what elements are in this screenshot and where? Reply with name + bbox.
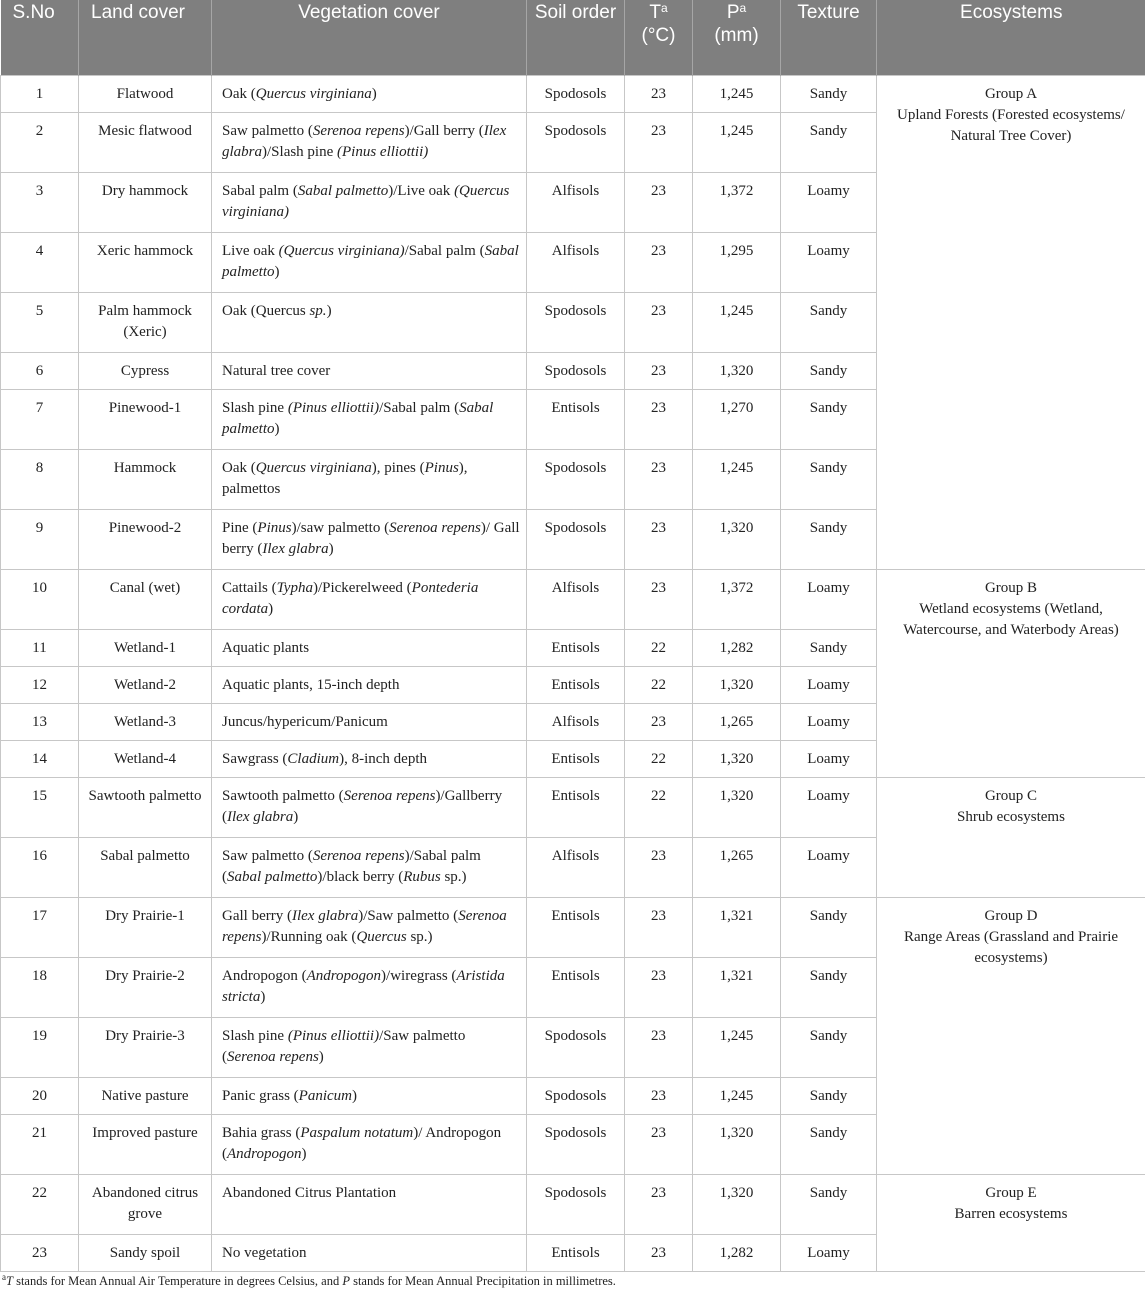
- cell-soil-order: Spodosols: [527, 1115, 625, 1175]
- cell-precipitation: 1,245: [693, 1078, 781, 1115]
- cell-vegetation-cover: [212, 1235, 527, 1272]
- cell-sno: 2: [1, 113, 79, 173]
- vegetation-text: /Sabal palm (: [379, 400, 460, 416]
- cell-vegetation-cover: [212, 898, 527, 958]
- cell-ecosystem-group: [877, 1175, 1145, 1272]
- header-texture: Texture: [781, 0, 877, 76]
- vegetation-text: /Saw palmetto (: [222, 1028, 466, 1065]
- vegetation-text: )/Running oak (: [261, 929, 357, 945]
- vegetation-text: Cattails (: [222, 580, 277, 596]
- vegetation-text: ): [328, 541, 334, 557]
- cell-texture: Loamy: [781, 1235, 877, 1272]
- cell-vegetation-cover: [212, 233, 527, 293]
- cell-ecosystem-group: [877, 76, 1145, 570]
- cell-temperature: 23: [625, 1175, 693, 1235]
- cell-temperature: 23: [625, 510, 693, 570]
- cell-precipitation: 1,265: [693, 704, 781, 741]
- group-title: Group C: [984, 788, 1038, 804]
- cell-sno: 11: [1, 630, 79, 667]
- vegetation-text: Live oak: [222, 243, 279, 259]
- cell-temperature: 23: [625, 704, 693, 741]
- vegetation-text: No vegetation: [222, 1245, 307, 1261]
- cell-land-cover: Xeric hammock: [79, 233, 212, 293]
- cell-texture: Loamy: [781, 173, 877, 233]
- vegetation-text: Gall berry (: [222, 908, 292, 924]
- cell-temperature: 23: [625, 113, 693, 173]
- cell-temperature: 22: [625, 667, 693, 704]
- cell-precipitation: 1,245: [693, 1018, 781, 1078]
- cell-texture: Sandy: [781, 293, 877, 353]
- cell-soil-order: Spodosols: [527, 1078, 625, 1115]
- cell-sno: 17: [1, 898, 79, 958]
- cell-precipitation: 1,282: [693, 630, 781, 667]
- cell-vegetation-cover: [212, 630, 527, 667]
- vegetation-text: ), pines (: [371, 460, 425, 476]
- vegetation-text: Pinus: [424, 460, 459, 476]
- vegetation-text: Sabal palm (: [222, 183, 298, 199]
- cell-temperature: 23: [625, 570, 693, 630]
- cell-sno: 18: [1, 958, 79, 1018]
- vegetation-text: ): [260, 989, 266, 1005]
- vegetation-text: ): [351, 1088, 357, 1104]
- header-vegetation-cover: Vegetation cover: [212, 0, 527, 76]
- cell-sno: 14: [1, 741, 79, 778]
- cell-texture: Loamy: [781, 778, 877, 838]
- vegetation-text: sp.): [406, 929, 433, 945]
- cell-texture: Sandy: [781, 113, 877, 173]
- cell-land-cover: Sandy spoil: [79, 1235, 212, 1272]
- vegetation-text: Pontederia cordata: [222, 580, 479, 617]
- vegetation-text: Ilex glabra: [262, 541, 329, 557]
- cell-vegetation-cover: [212, 1115, 527, 1175]
- cell-precipitation: 1,245: [693, 113, 781, 173]
- cell-texture: Sandy: [781, 1115, 877, 1175]
- cell-precipitation: 1,321: [693, 898, 781, 958]
- vegetation-text: (Pinus elliottii): [287, 400, 380, 416]
- vegetation-text: )/wiregrass (: [381, 968, 457, 984]
- cell-ecosystem-group: [877, 778, 1145, 898]
- cell-texture: Sandy: [781, 630, 877, 667]
- cell-soil-order: Alfisols: [527, 570, 625, 630]
- cell-soil-order: Alfisols: [527, 173, 625, 233]
- cell-vegetation-cover: [212, 958, 527, 1018]
- cell-texture: Loamy: [781, 570, 877, 630]
- cell-vegetation-cover: [212, 293, 527, 353]
- vegetation-text: Paspalum notatum: [300, 1125, 414, 1141]
- cell-precipitation: 1,265: [693, 838, 781, 898]
- vegetation-text: Oak (Quercus: [222, 303, 310, 319]
- vegetation-text: ), palmettos: [222, 460, 468, 497]
- cell-temperature: 23: [625, 233, 693, 293]
- cell-soil-order: Spodosols: [527, 510, 625, 570]
- cell-texture: Sandy: [781, 450, 877, 510]
- vegetation-text: Juncus/hypericum/Panicum: [222, 714, 388, 730]
- vegetation-text: )/Gallberry (: [222, 788, 503, 825]
- table-row: [1, 898, 1145, 958]
- cell-land-cover: Dry Prairie-1: [79, 898, 212, 958]
- vegetation-text: Oak (: [222, 460, 256, 476]
- cell-soil-order: Entisols: [527, 630, 625, 667]
- vegetation-text: Pinus: [257, 520, 292, 536]
- cell-sno: 4: [1, 233, 79, 293]
- vegetation-text: )/Gall berry (: [404, 123, 484, 139]
- cell-land-cover: Pinewood-1: [79, 390, 212, 450]
- cell-land-cover: Wetland-1: [79, 630, 212, 667]
- table-row: [1, 76, 1145, 113]
- vegetation-text: )/black berry (: [317, 869, 404, 885]
- vegetation-text: )/ Andropogon (: [222, 1125, 502, 1162]
- cell-soil-order: Entisols: [527, 390, 625, 450]
- cell-sno: 23: [1, 1235, 79, 1272]
- cell-sno: 7: [1, 390, 79, 450]
- vegetation-text: Aristida stricta: [222, 968, 505, 1005]
- vegetation-text: Typha: [276, 580, 313, 596]
- cell-sno: 3: [1, 173, 79, 233]
- cell-land-cover: Sabal palmetto: [79, 838, 212, 898]
- vegetation-text: Aquatic plants, 15-inch depth: [222, 677, 400, 693]
- cell-temperature: 22: [625, 741, 693, 778]
- vegetation-text: ), 8-inch depth: [339, 751, 427, 767]
- cell-land-cover: Flatwood: [79, 76, 212, 113]
- cell-vegetation-cover: [212, 838, 527, 898]
- cell-sno: 22: [1, 1175, 79, 1235]
- cell-vegetation-cover: [212, 778, 527, 838]
- cell-soil-order: Spodosols: [527, 76, 625, 113]
- cell-sno: 8: [1, 450, 79, 510]
- cell-sno: 10: [1, 570, 79, 630]
- group-title: Group A: [984, 86, 1038, 102]
- vegetation-text: (Quercus virginiana): [278, 243, 405, 259]
- vegetation-text: Sabal palmetto: [222, 400, 494, 437]
- group-description: Shrub ecosystems: [957, 809, 1065, 825]
- cell-temperature: 23: [625, 173, 693, 233]
- cell-temperature: 23: [625, 76, 693, 113]
- cell-sno: 13: [1, 704, 79, 741]
- cell-soil-order: Spodosols: [527, 353, 625, 390]
- cell-land-cover: Improved pasture: [79, 1115, 212, 1175]
- group-description: Range Areas (Grassland and Prairie ecosystems): [903, 929, 1119, 966]
- vegetation-text: Rubus: [403, 869, 441, 885]
- cell-texture: Sandy: [781, 958, 877, 1018]
- cell-vegetation-cover: [212, 570, 527, 630]
- cell-precipitation: 1,320: [693, 353, 781, 390]
- cell-sno: 5: [1, 293, 79, 353]
- cell-sno: 15: [1, 778, 79, 838]
- vegetation-text: ): [274, 264, 280, 280]
- cell-sno: 12: [1, 667, 79, 704]
- cell-texture: Sandy: [781, 76, 877, 113]
- header-land-cover: Land cover: [79, 0, 212, 76]
- cell-temperature: 23: [625, 390, 693, 450]
- cell-soil-order: Entisols: [527, 667, 625, 704]
- vegetation-text: Serenoa repens: [227, 1049, 319, 1065]
- cell-vegetation-cover: [212, 113, 527, 173]
- vegetation-text: ): [293, 809, 299, 825]
- cell-texture: Loamy: [781, 667, 877, 704]
- cell-soil-order: Entisols: [527, 1235, 625, 1272]
- cell-temperature: 23: [625, 838, 693, 898]
- header-sno: S.No: [1, 0, 79, 76]
- vegetation-text: )/Pickerelweed (: [312, 580, 412, 596]
- cell-soil-order: Entisols: [527, 958, 625, 1018]
- vegetation-text: Serenoa repens: [222, 908, 507, 945]
- vegetation-text: Sawgrass (: [222, 751, 288, 767]
- vegetation-text: Slash pine: [222, 1028, 288, 1044]
- vegetation-text: )/saw palmetto (: [291, 520, 390, 536]
- cell-precipitation: 1,372: [693, 173, 781, 233]
- cell-soil-order: Alfisols: [527, 838, 625, 898]
- cell-vegetation-cover: [212, 667, 527, 704]
- cell-precipitation: 1,321: [693, 958, 781, 1018]
- cell-ecosystem-group: [877, 570, 1145, 778]
- cell-temperature: 23: [625, 1115, 693, 1175]
- table-header: [1, 0, 1145, 76]
- vegetation-text: Serenoa repens: [343, 788, 436, 804]
- vegetation-text: Ilex glabra: [222, 123, 507, 160]
- cell-soil-order: Entisols: [527, 741, 625, 778]
- cell-temperature: 23: [625, 898, 693, 958]
- vegetation-text: ): [371, 86, 377, 102]
- vegetation-text: (Quercus virginiana): [222, 183, 510, 220]
- cell-precipitation: 1,282: [693, 1235, 781, 1272]
- cell-land-cover: Dry hammock: [79, 173, 212, 233]
- cell-land-cover: Dry Prairie-3: [79, 1018, 212, 1078]
- group-description: Wetland ecosystems (Wetland, Watercourse, and Waterbody Areas): [903, 601, 1119, 638]
- vegetation-text: sp.: [309, 303, 327, 319]
- cell-vegetation-cover: [212, 1078, 527, 1115]
- cell-land-cover: Wetland-2: [79, 667, 212, 704]
- cell-land-cover: Wetland-4: [79, 741, 212, 778]
- cell-precipitation: 1,320: [693, 1115, 781, 1175]
- vegetation-text: Andropogon (: [222, 968, 307, 984]
- cell-precipitation: 1,270: [693, 390, 781, 450]
- header-ecosystems: Ecosystems: [877, 0, 1145, 76]
- cell-sno: 1: [1, 76, 79, 113]
- cell-texture: Sandy: [781, 353, 877, 390]
- cell-sno: 6: [1, 353, 79, 390]
- cell-temperature: 22: [625, 630, 693, 667]
- cell-texture: Sandy: [781, 510, 877, 570]
- cell-land-cover: Sawtooth palmetto: [79, 778, 212, 838]
- cell-sno: 19: [1, 1018, 79, 1078]
- cell-temperature: 23: [625, 293, 693, 353]
- table-body: [1, 76, 1145, 1272]
- vegetation-text: Andropogon: [306, 968, 382, 984]
- cell-land-cover: Pinewood-2: [79, 510, 212, 570]
- table-row: [1, 778, 1145, 838]
- table-footnote: $^a$T stands for Mean Annual Air Temperature in degrees Celsius, and P stands for Mean Annual Precipitation in millimetres.: [2, 1272, 616, 1289]
- vegetation-text: Serenoa repens: [312, 848, 405, 864]
- cell-temperature: 23: [625, 1078, 693, 1115]
- vegetation-text: Oak (: [222, 86, 256, 102]
- vegetation-text: Panicum: [298, 1088, 352, 1104]
- cell-temperature: 23: [625, 1235, 693, 1272]
- cell-vegetation-cover: [212, 1175, 527, 1235]
- group-title: Group E: [985, 1185, 1037, 1201]
- vegetation-text: )/Live oak: [388, 183, 455, 199]
- cell-land-cover: Hammock: [79, 450, 212, 510]
- vegetation-text: ): [274, 421, 280, 437]
- cell-sno: 9: [1, 510, 79, 570]
- vegetation-text: Sawtooth palmetto (: [222, 788, 344, 804]
- vegetation-text: Pine (: [222, 520, 258, 536]
- vegetation-text: Serenoa repens: [312, 123, 405, 139]
- vegetation-text: )/Sabal palm (: [222, 848, 481, 885]
- cell-sno: 16: [1, 838, 79, 898]
- vegetation-text: Ilex glabra: [227, 809, 294, 825]
- vegetation-text: Andropogon: [227, 1146, 302, 1162]
- table-row: [1, 570, 1145, 630]
- cell-soil-order: Spodosols: [527, 1018, 625, 1078]
- cell-land-cover: Cypress: [79, 353, 212, 390]
- vegetation-text: Sabal palmetto: [297, 183, 389, 199]
- vegetation-text: Abandoned Citrus Plantation: [222, 1185, 397, 1201]
- cell-soil-order: Alfisols: [527, 233, 625, 293]
- group-title: Group D: [984, 908, 1038, 924]
- header-temperature: $T^a$ (°C): [625, 0, 693, 76]
- cell-land-cover: Native pasture: [79, 1078, 212, 1115]
- cell-land-cover: Abandoned citrus grove: [79, 1175, 212, 1235]
- cell-sno: 20: [1, 1078, 79, 1115]
- vegetation-text: Aquatic plants: [222, 640, 310, 656]
- cell-land-cover: Wetland-3: [79, 704, 212, 741]
- cell-temperature: 23: [625, 1018, 693, 1078]
- cell-temperature: 23: [625, 450, 693, 510]
- cell-vegetation-cover: [212, 76, 527, 113]
- cell-precipitation: 1,295: [693, 233, 781, 293]
- cell-soil-order: Spodosols: [527, 113, 625, 173]
- cell-precipitation: 1,245: [693, 293, 781, 353]
- cell-texture: Sandy: [781, 390, 877, 450]
- vegetation-text: )/Slash pine: [262, 144, 338, 160]
- cell-precipitation: 1,245: [693, 76, 781, 113]
- vegetation-text: ): [326, 303, 332, 319]
- cell-texture: Loamy: [781, 233, 877, 293]
- cell-texture: Sandy: [781, 1018, 877, 1078]
- cell-soil-order: Spodosols: [527, 450, 625, 510]
- group-description: Upland Forests (Forested ecosystems/ Natural Tree Cover): [897, 107, 1125, 144]
- vegetation-text: Quercus virginiana: [255, 86, 372, 102]
- cell-texture: Loamy: [781, 704, 877, 741]
- cell-texture: Loamy: [781, 838, 877, 898]
- vegetation-text: (Pinus elliottii): [287, 1028, 380, 1044]
- vegetation-text: sp.): [440, 869, 467, 885]
- group-title: Group B: [984, 580, 1038, 596]
- cell-vegetation-cover: [212, 741, 527, 778]
- cell-precipitation: 1,372: [693, 570, 781, 630]
- cell-precipitation: 1,320: [693, 1175, 781, 1235]
- cell-soil-order: Alfisols: [527, 704, 625, 741]
- cell-texture: Sandy: [781, 1078, 877, 1115]
- cell-vegetation-cover: [212, 450, 527, 510]
- vegetation-text: Bahia grass (: [222, 1125, 301, 1141]
- header-precipitation: $P^a$ (mm): [693, 0, 781, 76]
- vegetation-text: Saw palmetto (: [222, 848, 313, 864]
- cell-land-cover: Canal (wet): [79, 570, 212, 630]
- cell-precipitation: 1,320: [693, 741, 781, 778]
- cell-soil-order: Spodosols: [527, 1175, 625, 1235]
- cell-temperature: 23: [625, 353, 693, 390]
- cell-vegetation-cover: [212, 390, 527, 450]
- cell-soil-order: Spodosols: [527, 293, 625, 353]
- cell-precipitation: 1,245: [693, 450, 781, 510]
- vegetation-text: ): [301, 1146, 307, 1162]
- vegetation-text: Serenoa repens: [389, 520, 481, 536]
- table-row: [1, 1175, 1145, 1235]
- vegetation-text: Natural tree cover: [222, 363, 331, 379]
- cell-precipitation: 1,320: [693, 667, 781, 704]
- vegetation-text: (Pinus elliottii): [337, 144, 429, 160]
- cell-land-cover: Dry Prairie-2: [79, 958, 212, 1018]
- cell-temperature: 23: [625, 958, 693, 1018]
- vegetation-text: ): [268, 601, 274, 617]
- cell-vegetation-cover: [212, 173, 527, 233]
- cell-vegetation-cover: [212, 704, 527, 741]
- vegetation-text: Sabal palmetto: [222, 243, 519, 280]
- cell-vegetation-cover: [212, 353, 527, 390]
- cell-texture: Sandy: [781, 898, 877, 958]
- vegetation-text: Sabal palmetto: [227, 869, 318, 885]
- cell-land-cover: Mesic flatwood: [79, 113, 212, 173]
- vegetation-text: Cladium: [287, 751, 340, 767]
- cell-precipitation: 1,320: [693, 778, 781, 838]
- cell-sno: 21: [1, 1115, 79, 1175]
- vegetation-text: )/ Gall berry (: [222, 520, 520, 557]
- cell-land-cover: Palm hammock (Xeric): [79, 293, 212, 353]
- cell-soil-order: Entisols: [527, 898, 625, 958]
- vegetation-text: ): [318, 1049, 324, 1065]
- cell-soil-order: Entisols: [527, 778, 625, 838]
- cell-vegetation-cover: [212, 510, 527, 570]
- vegetation-text: )/Saw palmetto (: [358, 908, 459, 924]
- cell-precipitation: 1,320: [693, 510, 781, 570]
- vegetation-text: Quercus virginiana: [255, 460, 372, 476]
- cell-texture: Sandy: [781, 1175, 877, 1235]
- group-description: Barren ecosystems: [954, 1206, 1068, 1222]
- cell-temperature: 22: [625, 778, 693, 838]
- vegetation-text: Panic grass (: [222, 1088, 299, 1104]
- header-soil-order: Soil order: [527, 0, 625, 76]
- cell-vegetation-cover: [212, 1018, 527, 1078]
- vegetation-text: Saw palmetto (: [222, 123, 313, 139]
- vegetation-text: Quercus: [356, 929, 407, 945]
- vegetation-text: Slash pine: [222, 400, 288, 416]
- cell-ecosystem-group: [877, 898, 1145, 1175]
- vegetation-text: Ilex glabra: [291, 908, 359, 924]
- cell-texture: Loamy: [781, 741, 877, 778]
- vegetation-text: /Sabal palm (: [404, 243, 485, 259]
